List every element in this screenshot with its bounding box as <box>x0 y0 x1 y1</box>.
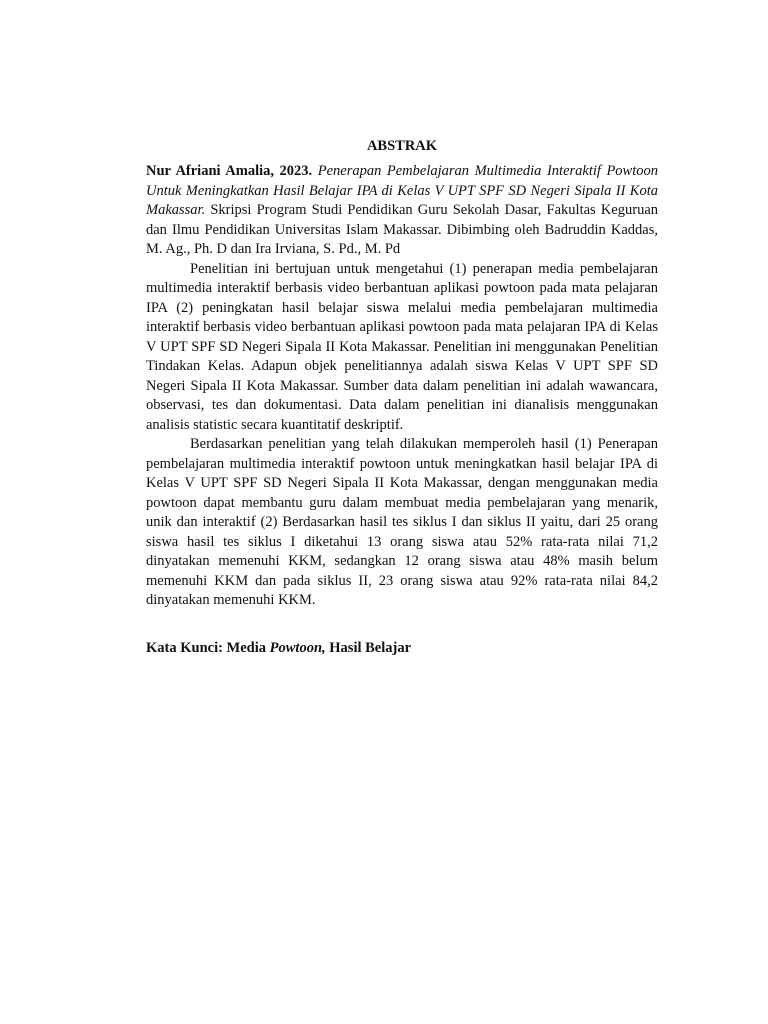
keyword-hasil-belajar: Hasil Belajar <box>329 640 412 656</box>
thesis-title: Penerapan Pembelajaran Multimedia Interaktif Powtoon Untuk Meningkatkan Hasil Belajar IPA di Kelas V UPT SPF SD Negeri Sipala II Kota Makassar. <box>146 163 659 218</box>
thesis-details: Skripsi Program Studi Pendidikan Guru Sekolah Dasar, Fakultas Keguruan dan Ilmu Pendidikan Universitas Islam Makassar. Dibimbing oleh Badruddin Kaddas, M. Ag., Ph. D dan Ira Irviana, S. Pd., M. Pd <box>146 202 659 257</box>
abstract-title: ABSTRAK <box>366 138 438 154</box>
keyword-powtoon: Powtoon, <box>269 640 326 656</box>
keywords-label: Kata Kunci: Media <box>146 640 267 656</box>
author-year: Nur Afriani Amalia, 2023. <box>146 163 313 179</box>
keywords-line <box>146 638 658 658</box>
abstract-body <box>146 162 658 611</box>
abstract-paragraph-2: Berdasarkan penelitian yang telah dilakukan memperoleh hasil (1) Penerapan pembelajaran multimedia interaktif powtoon untuk meningkatkan hasil belajar IPA di Kelas V UPT SPF SD Negeri Sipala II Kota Makassar, dengan menggunakan media powtoon dapat membantu guru dalam membuat media pembelajaran yang menarik, unik dan interaktif (2) Berdasarkan hasil tes siklus I dan siklus II yaitu, dari 25 orang siswa hasil tes siklus I diketahui 13 orang siswa atau 52% rata-rata nilai 71,2 dinyatakan memenuhi KKM, sedangkan 12 orang siswa atau 48% masih belum memenuhi KKM dan pada siklus II, 23 orang siswa atau 92% rata-rata nilai 84,2 dinyatakan memenuhi KKM. <box>146 436 658 608</box>
abstract-paragraph-1: Penelitian ini bertujuan untuk mengetahui (1) penerapan media pembelajaran multimedia interaktif berbasis video berbantuan aplikasi powtoon pada mata pelajaran IPA (2) peningkatan hasil belajar siswa melalui media pembelajaran multimedia interaktif berbasis video berbantuan aplikasi powtoon pada mata pelajaran IPA di Kelas V UPT SPF SD Negeri Sipala II Kota Makassar. Penelitian ini menggunakan Penelitian Tindakan Kelas. Adapun objek penelitiannya adalah siswa Kelas V UPT SPF SD Negeri Sipala II Kota Makassar. Sumber data dalam penelitian ini adalah wawancara, observasi, tes dan dokumentasi. Data dalam penelitian ini dianalisis menggunakan analisis statistic secara kuantitatif deskriptif. <box>146 260 658 433</box>
citation-paragraph <box>146 162 658 260</box>
